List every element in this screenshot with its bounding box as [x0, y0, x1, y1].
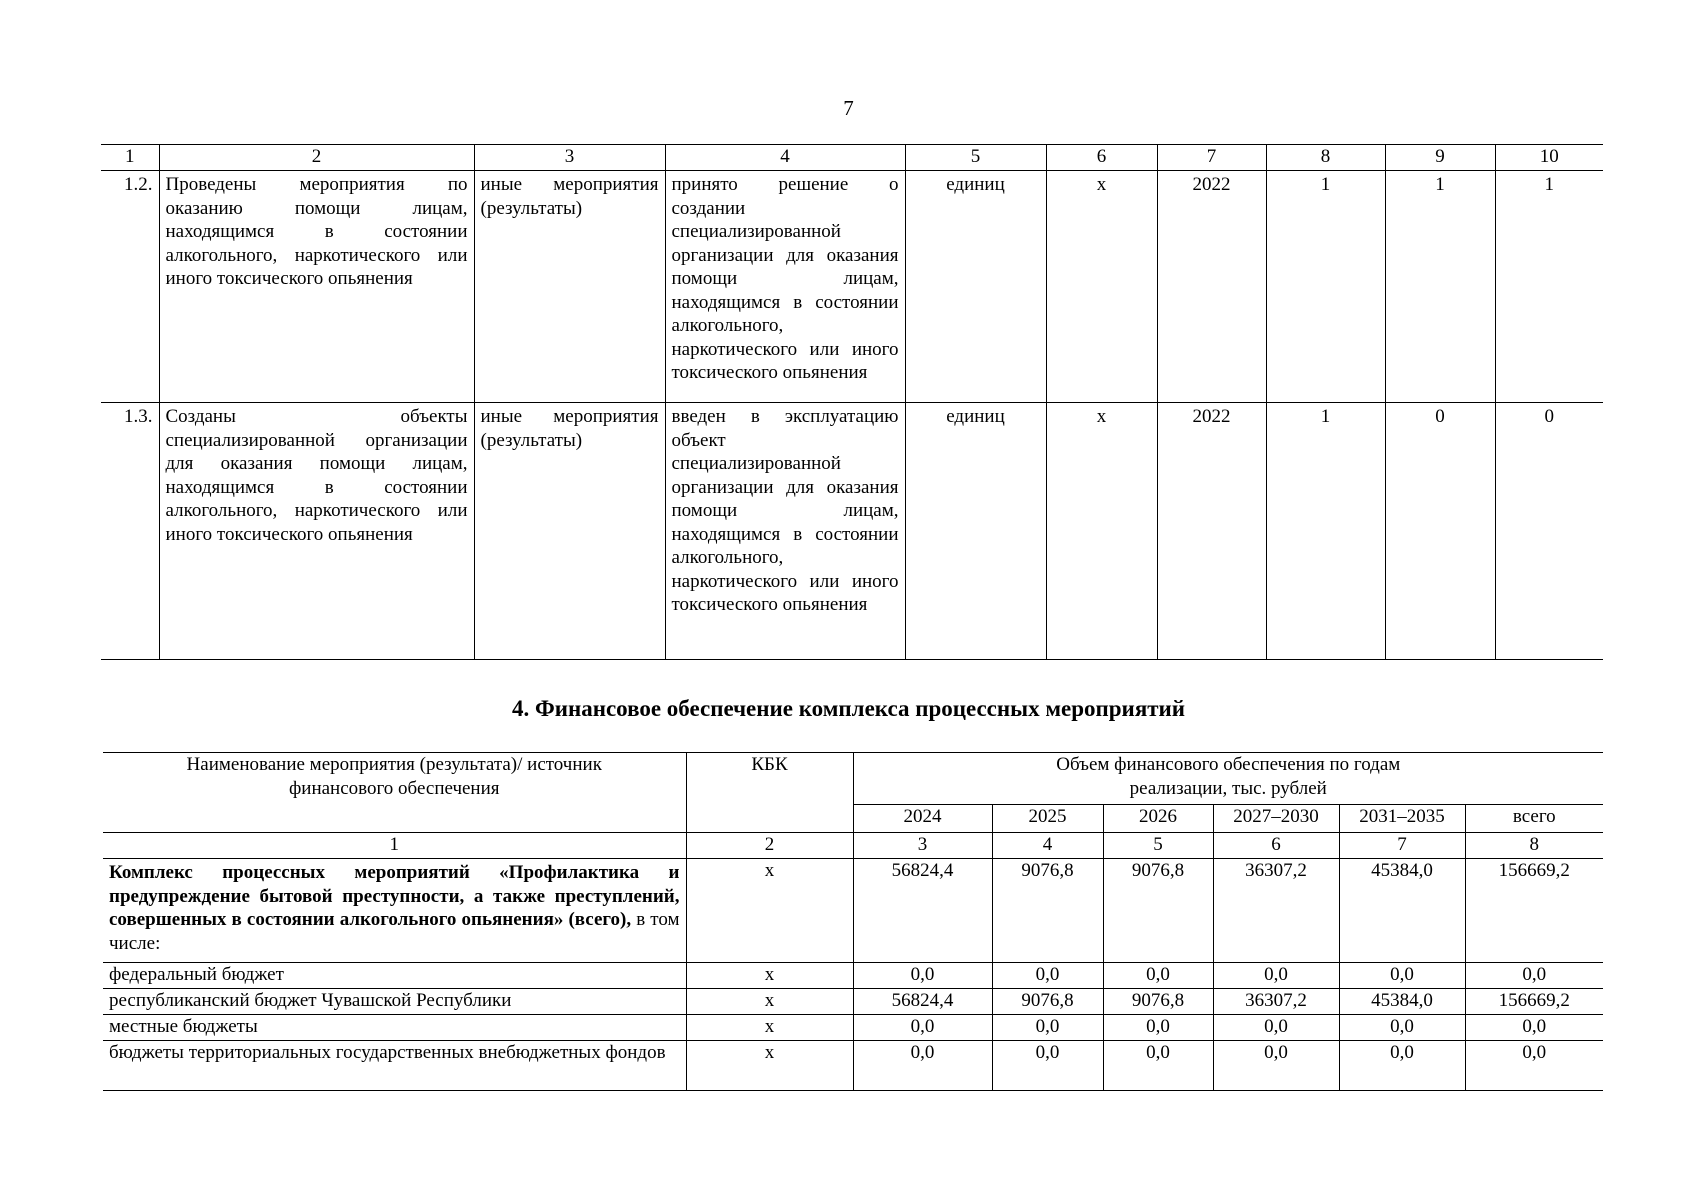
- unit: единиц: [905, 171, 1046, 403]
- table-row: [101, 171, 1603, 403]
- table-row: [101, 403, 1603, 660]
- table1-col-number: 10: [1495, 145, 1603, 171]
- value-cell: 0,0: [992, 1015, 1103, 1041]
- value-cell: 0,0: [1339, 1015, 1465, 1041]
- value-cell: 0,0: [1103, 1015, 1213, 1041]
- source-name: бюджеты территориальных государственных внебюджетных фондов: [103, 1041, 686, 1091]
- table1-col-number: 6: [1046, 145, 1157, 171]
- financing-table: [103, 752, 1603, 1091]
- table2-col-numbers-row: [103, 833, 1603, 859]
- table2-col-number: 2: [686, 833, 853, 859]
- table1-col-number: 3: [474, 145, 665, 171]
- table2-col-number: 7: [1339, 833, 1465, 859]
- value-cell: 156669,2: [1465, 859, 1603, 963]
- value-cell: 45384,0: [1339, 989, 1465, 1015]
- result-characteristic: введен в эксплуатацию объект специализированной организации для оказания помощи лицам, находящимся в состоянии алкогольного, наркотического или иного токсического опьянения: [665, 403, 905, 660]
- kbk-cell: х: [686, 963, 853, 989]
- table2-col-number: 4: [992, 833, 1103, 859]
- year-header: 2031–2035: [1339, 805, 1465, 833]
- year-header: всего: [1465, 805, 1603, 833]
- source-name: федеральный бюджет: [103, 963, 686, 989]
- complex-name-tail: в том числе:: [109, 909, 680, 954]
- result-name: Проведены мероприятия по оказанию помощи лицам, находящимся в состоянии алкогольного, наркотического или иного токсического опьянения: [159, 171, 474, 403]
- base-value: х: [1046, 403, 1157, 660]
- source-name: местные бюджеты: [103, 1015, 686, 1041]
- value-cell: 0: [1495, 403, 1603, 660]
- year-header: 2026: [1103, 805, 1213, 833]
- source-row: [103, 963, 1603, 989]
- table2-header-row: [103, 753, 1603, 805]
- base-year: 2022: [1157, 171, 1266, 403]
- source-row: [103, 989, 1603, 1015]
- table2-col-number: 3: [853, 833, 992, 859]
- value-cell: 56824,4: [853, 989, 992, 1015]
- value-cell: 1: [1385, 171, 1495, 403]
- result-type: иные мероприятия (результаты): [474, 171, 665, 403]
- kbk-cell: х: [686, 859, 853, 963]
- year-header: 2024: [853, 805, 992, 833]
- table1-col-number: 9: [1385, 145, 1495, 171]
- value-cell: 0,0: [1103, 1041, 1213, 1091]
- value-cell: 0,0: [1465, 1041, 1603, 1091]
- table1-col-number: 4: [665, 145, 905, 171]
- base-year: 2022: [1157, 403, 1266, 660]
- complex-total-row: [103, 859, 1603, 963]
- row-number: 1.2.: [101, 171, 159, 403]
- table2-col-number: 8: [1465, 833, 1603, 859]
- table1-col-number: 7: [1157, 145, 1266, 171]
- result-characteristic: принято решение о создании специализированной организации для оказания помощи лицам, находящимся в состоянии алкогольного, наркотического или иного токсического опьянения: [665, 171, 905, 403]
- value-cell: 0,0: [992, 963, 1103, 989]
- value-cell: 0,0: [1465, 963, 1603, 989]
- year-header: 2027–2030: [1213, 805, 1339, 833]
- section-title: 4. Финансовое обеспечение комплекса процессных мероприятий: [511, 696, 1186, 721]
- table2-col-number: 6: [1213, 833, 1339, 859]
- base-value: х: [1046, 171, 1157, 403]
- value-cell: 0,0: [853, 1041, 992, 1091]
- value-cell: 1: [1266, 403, 1385, 660]
- source-name: республиканский бюджет Чувашской Республики: [103, 989, 686, 1015]
- kbk-cell: х: [686, 989, 853, 1015]
- value-cell: 0,0: [1103, 963, 1213, 989]
- table2-col-number: 1: [103, 833, 686, 859]
- results-table: [101, 144, 1603, 660]
- complex-name: [103, 859, 686, 963]
- value-cell: 156669,2: [1465, 989, 1603, 1015]
- value-cell: 9076,8: [1103, 989, 1213, 1015]
- value-cell: 0,0: [853, 1015, 992, 1041]
- value-cell: 0: [1385, 403, 1495, 660]
- page-number: 7: [843, 96, 854, 120]
- value-cell: 1: [1495, 171, 1603, 403]
- table1-col-number: 8: [1266, 145, 1385, 171]
- header-kbk: КБК: [686, 753, 853, 833]
- value-cell: 0,0: [1213, 1041, 1339, 1091]
- value-cell: 0,0: [1339, 1041, 1465, 1091]
- source-row: [103, 1015, 1603, 1041]
- header-name: Наименование мероприятия (результата)/ источник финансового обеспечения: [103, 753, 686, 833]
- year-header: 2025: [992, 805, 1103, 833]
- unit: единиц: [905, 403, 1046, 660]
- value-cell: 0,0: [1213, 1015, 1339, 1041]
- source-row: [103, 1041, 1603, 1091]
- value-cell: 36307,2: [1213, 859, 1339, 963]
- kbk-cell: х: [686, 1015, 853, 1041]
- value-cell: 9076,8: [992, 989, 1103, 1015]
- table1-col-number: 1: [101, 145, 159, 171]
- value-cell: 9076,8: [1103, 859, 1213, 963]
- complex-name-bold: Комплекс процессных мероприятий «Профилактика и предупреждение бытовой преступности, а также преступлений, совершенных в состоянии алкогольного опьянения» (всего),: [109, 862, 680, 930]
- table1-col-number: 5: [905, 145, 1046, 171]
- kbk-cell: х: [686, 1041, 853, 1091]
- value-cell: 36307,2: [1213, 989, 1339, 1015]
- value-cell: 45384,0: [1339, 859, 1465, 963]
- row-number: 1.3.: [101, 403, 159, 660]
- table1-header-row: [101, 145, 1603, 171]
- value-cell: 0,0: [1339, 963, 1465, 989]
- result-name: Созданы объекты специализированной организации для оказания помощи лицам, находящимся в состоянии алкогольного, наркотического или иного токсического опьянения: [159, 403, 474, 660]
- value-cell: 0,0: [1465, 1015, 1603, 1041]
- value-cell: 0,0: [1213, 963, 1339, 989]
- header-volume: Объем финансового обеспечения по годам реализации, тыс. рублей: [853, 753, 1603, 805]
- table1-col-number: 2: [159, 145, 474, 171]
- value-cell: 0,0: [853, 963, 992, 989]
- value-cell: 9076,8: [992, 859, 1103, 963]
- result-type: иные мероприятия (результаты): [474, 403, 665, 660]
- table2-col-number: 5: [1103, 833, 1213, 859]
- value-cell: 1: [1266, 171, 1385, 403]
- value-cell: 0,0: [992, 1041, 1103, 1091]
- value-cell: 56824,4: [853, 859, 992, 963]
